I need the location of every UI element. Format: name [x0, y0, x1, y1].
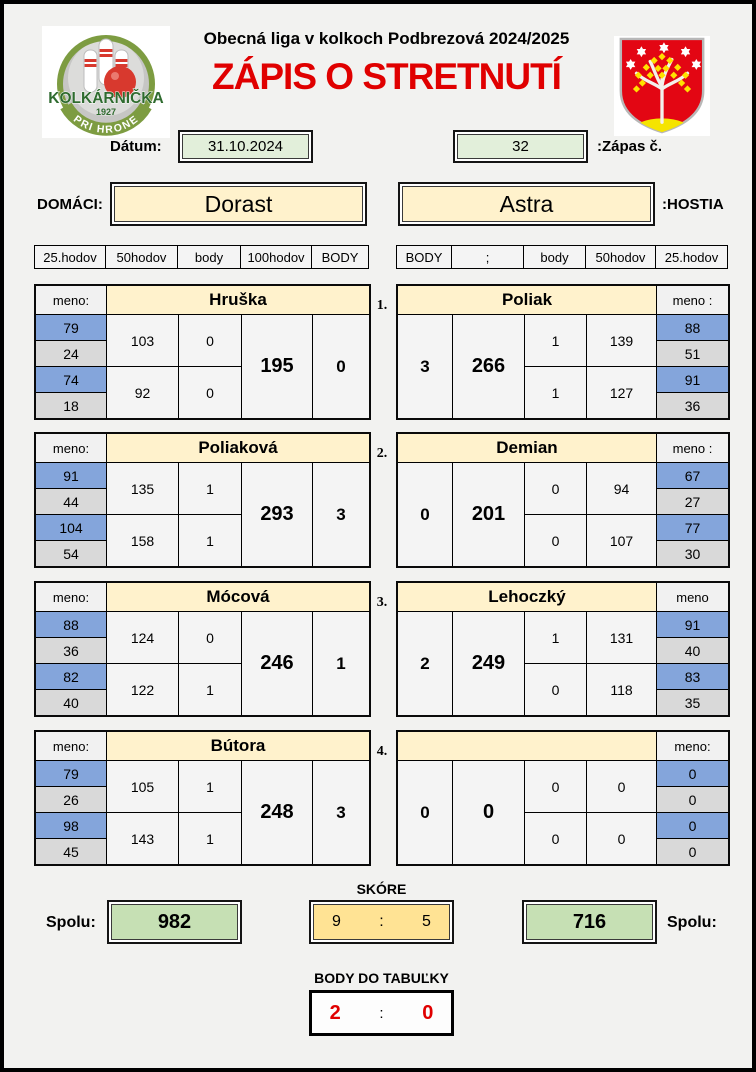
- home-player-name: Bútora: [107, 732, 369, 760]
- throws25-cell: 40: [36, 690, 106, 715]
- set-points-cell: 0: [525, 463, 586, 514]
- score-away: 5: [422, 913, 431, 930]
- town-crest: [614, 36, 710, 136]
- match-points-cell: 3: [313, 463, 369, 566]
- throws25-cell: 91: [657, 612, 728, 637]
- meno-label: meno :: [657, 434, 728, 462]
- set-points-cell: 1: [179, 515, 241, 566]
- throws25-cell: 54: [36, 541, 106, 566]
- set-points-cell: 1: [179, 664, 241, 715]
- date-field: [178, 130, 313, 163]
- column-header: body: [178, 246, 240, 268]
- total-100-cell: 0: [453, 761, 524, 864]
- column-header: 50hodov: [586, 246, 655, 268]
- match-points-cell: 2: [398, 612, 452, 715]
- throws50-cell: 107: [587, 515, 656, 566]
- date-value: 31.10.2024: [182, 134, 309, 159]
- meno-label: meno:: [657, 732, 728, 760]
- throws25-cell: 74: [36, 367, 106, 392]
- match-points-cell: 3: [398, 315, 452, 418]
- club-logo: [42, 26, 170, 138]
- throws25-cell: 35: [657, 690, 728, 715]
- throws50-cell: 105: [107, 761, 178, 812]
- throws50-cell: 139: [587, 315, 656, 366]
- throws50-cell: 131: [587, 612, 656, 663]
- set-points-cell: 1: [525, 315, 586, 366]
- throws25-cell: 24: [36, 341, 106, 366]
- score-separator: :: [379, 913, 384, 930]
- away-team-name: Astra: [402, 186, 651, 222]
- throws50-cell: 122: [107, 664, 178, 715]
- match-number-value: 32: [457, 134, 584, 159]
- home-player-table-2: [34, 432, 371, 568]
- town-crest-icon: [614, 36, 710, 136]
- spolu-label-left: Spolu:: [46, 914, 96, 931]
- matchup-index: 4.: [376, 744, 388, 759]
- throws25-cell: 67: [657, 463, 728, 488]
- throws50-cell: 143: [107, 813, 178, 864]
- column-header: 25.hodov: [656, 246, 727, 268]
- home-player-name: Hruška: [107, 286, 369, 314]
- column-header: 25.hodov: [35, 246, 105, 268]
- total-100-cell: 246: [242, 612, 312, 715]
- set-points-cell: 1: [179, 813, 241, 864]
- table-points-title: BODY DO TABUĽKY: [314, 970, 449, 986]
- throws50-cell: 92: [107, 367, 178, 418]
- away-player-name: Lehoczký: [398, 583, 656, 611]
- meno-label: meno: [657, 583, 728, 611]
- meno-label: meno :: [657, 286, 728, 314]
- away-column-header-row: [396, 245, 728, 269]
- throws25-cell: 27: [657, 489, 728, 514]
- home-player-table-1: [34, 284, 371, 420]
- away-player-table-2: [396, 432, 730, 568]
- column-header: 50hodov: [106, 246, 177, 268]
- score-box: [309, 900, 454, 944]
- away-total-box: [522, 900, 657, 944]
- home-player-name: Poliaková: [107, 434, 369, 462]
- match-points-cell: 0: [398, 463, 452, 566]
- throws25-cell: 77: [657, 515, 728, 540]
- match-points-cell: 1: [313, 612, 369, 715]
- throws25-cell: 40: [657, 638, 728, 663]
- throws25-cell: 0: [657, 761, 728, 786]
- total-100-cell: 249: [453, 612, 524, 715]
- home-team-label: DOMÁCI:: [37, 196, 103, 213]
- column-header: BODY: [312, 246, 368, 268]
- throws25-cell: 88: [36, 612, 106, 637]
- throws25-cell: 0: [657, 787, 728, 812]
- throws25-cell: 0: [657, 813, 728, 838]
- set-points-cell: 1: [525, 367, 586, 418]
- meno-label: meno:: [36, 583, 106, 611]
- throws25-cell: 98: [36, 813, 106, 838]
- throws50-cell: 127: [587, 367, 656, 418]
- logo-name-text: KOLKÁRNIČKA: [48, 90, 164, 107]
- throws25-cell: 30: [657, 541, 728, 566]
- throws50-cell: 124: [107, 612, 178, 663]
- column-header: BODY: [397, 246, 451, 268]
- matchup-index: 2.: [376, 446, 388, 461]
- home-player-table-3: [34, 581, 371, 717]
- throws25-cell: 0: [657, 839, 728, 864]
- throws50-cell: 135: [107, 463, 178, 514]
- throws50-cell: 94: [587, 463, 656, 514]
- throws25-cell: 45: [36, 839, 106, 864]
- away-player-table-1: [396, 284, 730, 420]
- match-points-cell: 0: [313, 315, 369, 418]
- total-100-cell: 266: [453, 315, 524, 418]
- meno-label: meno:: [36, 434, 106, 462]
- set-points-cell: 0: [525, 813, 586, 864]
- score-home: 9: [332, 913, 341, 930]
- page-title: ZÁPIS O STRETNUTÍ: [212, 56, 561, 97]
- home-team-name-box: [110, 182, 367, 226]
- throws25-cell: 79: [36, 315, 106, 340]
- match-number-field: [453, 130, 588, 163]
- set-points-cell: 0: [525, 761, 586, 812]
- date-label: Dátum:: [110, 138, 162, 155]
- throws25-cell: 83: [657, 664, 728, 689]
- throws50-cell: 118: [587, 664, 656, 715]
- table-points-home: 2: [329, 1001, 341, 1024]
- throws25-cell: 36: [657, 393, 728, 418]
- set-points-cell: 0: [525, 515, 586, 566]
- matchup-index: 1.: [376, 298, 388, 313]
- match-number-label: :Zápas č.: [597, 138, 663, 155]
- meno-label: meno:: [36, 286, 106, 314]
- throws25-cell: 82: [36, 664, 106, 689]
- set-points-cell: 0: [179, 315, 241, 366]
- score-title: SKÓRE: [356, 881, 407, 897]
- logo-year-text: 1927: [95, 107, 117, 117]
- home-player-name: Mócová: [107, 583, 369, 611]
- away-team-name-box: [398, 182, 655, 226]
- home-player-table-4: [34, 730, 371, 866]
- match-points-cell: 0: [398, 761, 452, 864]
- throws50-cell: 0: [587, 813, 656, 864]
- logo-subtitle-text: PRI HRONE: [71, 113, 141, 136]
- away-team-label: :HOSTIA: [662, 196, 724, 213]
- throws25-cell: 88: [657, 315, 728, 340]
- set-points-cell: 0: [179, 367, 241, 418]
- set-points-cell: 1: [525, 612, 586, 663]
- table-points-separator: :: [379, 1004, 384, 1022]
- total-100-cell: 248: [242, 761, 312, 864]
- throws25-cell: 26: [36, 787, 106, 812]
- bowling-club-logo-icon: [42, 26, 170, 138]
- away-player-name: [398, 732, 656, 760]
- throws25-cell: 104: [36, 515, 106, 540]
- set-points-cell: 1: [179, 761, 241, 812]
- column-header: ;: [452, 246, 523, 268]
- away-player-name: Poliak: [398, 286, 656, 314]
- column-header: body: [524, 246, 585, 268]
- home-total-value: 982: [111, 904, 238, 940]
- league-title: Obecná liga v kolkoch Podbrezová 2024/2025: [203, 29, 570, 48]
- matchup-index: 3.: [376, 595, 388, 610]
- set-points-cell: 0: [525, 664, 586, 715]
- table-points-away: 0: [422, 1001, 434, 1024]
- home-total-box: [107, 900, 242, 944]
- away-player-name: Demian: [398, 434, 656, 462]
- throws50-cell: 0: [587, 761, 656, 812]
- throws25-cell: 91: [657, 367, 728, 392]
- throws50-cell: 158: [107, 515, 178, 566]
- away-total-value: 716: [526, 904, 653, 940]
- total-100-cell: 195: [242, 315, 312, 418]
- throws25-cell: 18: [36, 393, 106, 418]
- throws25-cell: 91: [36, 463, 106, 488]
- total-100-cell: 201: [453, 463, 524, 566]
- throws25-cell: 44: [36, 489, 106, 514]
- match-points-cell: 3: [313, 761, 369, 864]
- table-points-box: [309, 990, 454, 1036]
- column-header: 100hodov: [241, 246, 311, 268]
- home-column-header-row: [34, 245, 369, 269]
- meno-label: meno:: [36, 732, 106, 760]
- throws25-cell: 51: [657, 341, 728, 366]
- throws25-cell: 36: [36, 638, 106, 663]
- away-player-table-3: [396, 581, 730, 717]
- throws50-cell: 103: [107, 315, 178, 366]
- throws25-cell: 79: [36, 761, 106, 786]
- total-100-cell: 293: [242, 463, 312, 566]
- home-team-name: Dorast: [114, 186, 363, 222]
- set-points-cell: 0: [179, 612, 241, 663]
- away-player-table-4: [396, 730, 730, 866]
- spolu-label-right: Spolu:: [667, 914, 717, 931]
- set-points-cell: 1: [179, 463, 241, 514]
